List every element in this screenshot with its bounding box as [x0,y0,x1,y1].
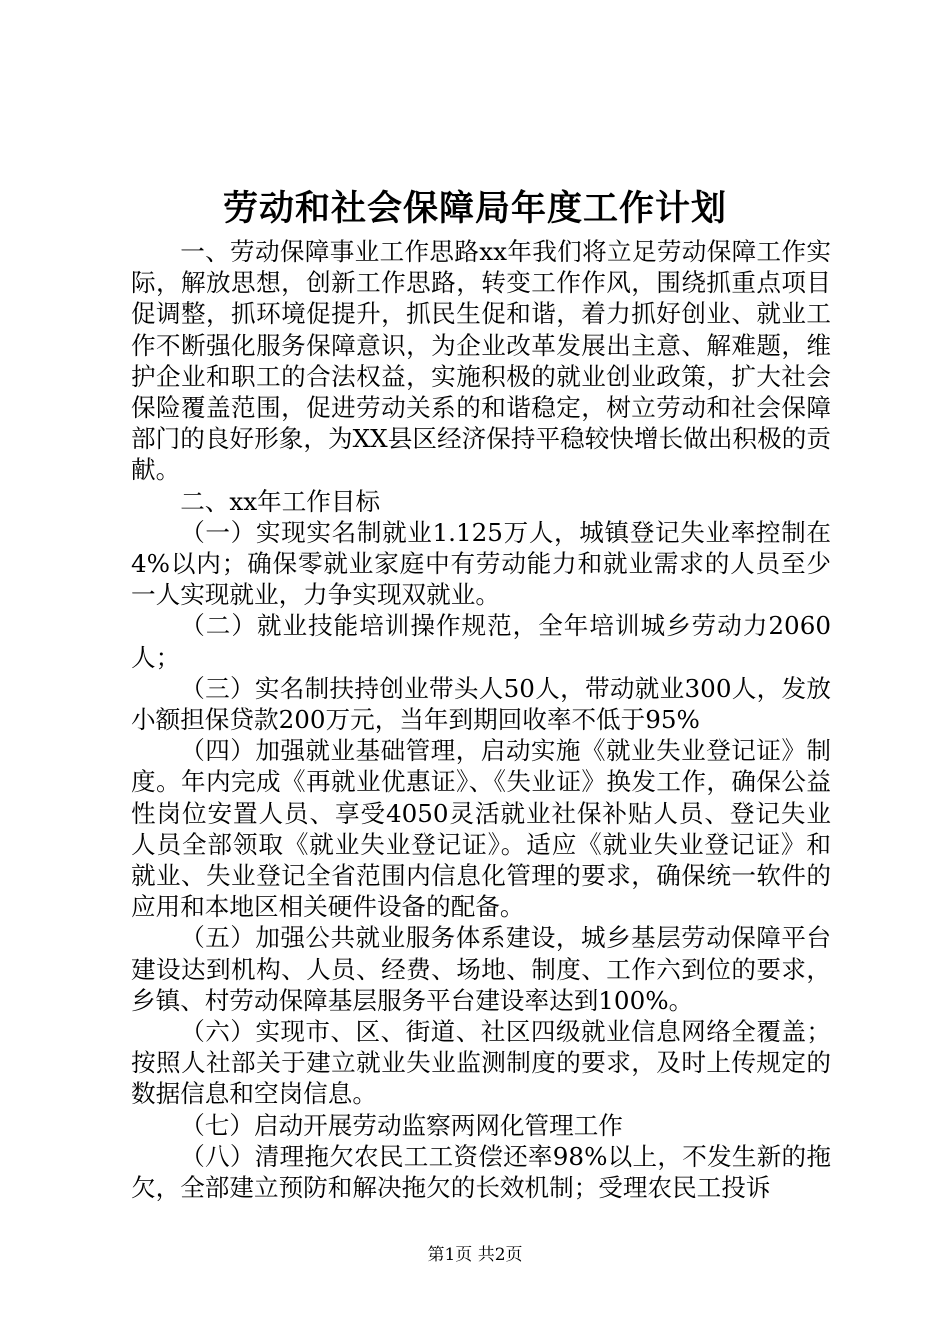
paragraph-goal-4: （四）加强就业基础管理，启动实施《就业失业登记证》制度。年内完成《再就业优惠证》、《失业证》换发工作，确保公益性岗位安置人员、享受4050灵活就业社保补贴人员、登记失业人员全部领取《就业失业登记证》。适应《就业失业登记证》和就业、失业登记全省范围内信息化管理的要求，确保统一软件的应用和本地区相关硬件设备的配备。 [131,736,831,922]
paragraph-goals-heading: 二、xx年工作目标 [180,486,381,516]
paragraph-goal-1: （一）实现实名制就业1.125万人，城镇登记失业率控制在4%以内；确保零就业家庭中有劳动能力和就业需求的人员至少一人实现就业，力争实现双就业。 [131,517,831,610]
paragraph-goal-5: （五）加强公共就业服务体系建设，城乡基层劳动保障平台建设达到机构、人员、经费、场地、制度、工作六到位的要求，乡镇、村劳动保障基层服务平台建设率达到100%。 [131,923,831,1015]
paragraph-goal-8: （八）清理拖欠农民工工资偿还率98%以上，不发生新的拖欠，全部建立预防和解决拖欠的长效机制；受理农民工投诉 [131,1141,831,1203]
paragraph-work-approach: 一、劳动保障事业工作思路xx年我们将立足劳动保障工作实际，解放思想，创新工作思路，转变工作作风，围绕抓重点项目促调整，抓环境促提升，抓民生促和谐，着力抓好创业、就业工作不断强化服务保障意识，为企业改革发展出主意、解难题，维护企业和职工的合法权益，实施积极的就业创业政策，扩大社会保险覆盖范围，促进劳动关系的和谐稳定，树立劳动和社会保障部门的良好形象，为XX县区经济保持平稳较快增长做出积极的贡献。 [131,237,831,485]
paragraph-goal-6: （六）实现市、区、街道、社区四级就业信息网络全覆盖；按照人社部关于建立就业失业监测制度的要求，及时上传规定的数据信息和空岗信息。 [131,1017,831,1109]
document-body [131,236,831,1203]
paragraph-goal-2: （二）就业技能培训操作规范，全年培训城乡劳动力2060人； [131,611,831,672]
paragraph-goal-3: （三）实名制扶持创业带头人50人，带动就业300人，发放小额担保贷款200万元，当年到期回收率不低于95% [131,673,831,735]
paragraph-goal-7: （七）启动开展劳动监察两网化管理工作 [180,1110,623,1140]
document-title: 劳动和社会保障局年度工作计划 [222,188,727,229]
page-number-footer: 第1页 共2页 [427,1245,523,1265]
